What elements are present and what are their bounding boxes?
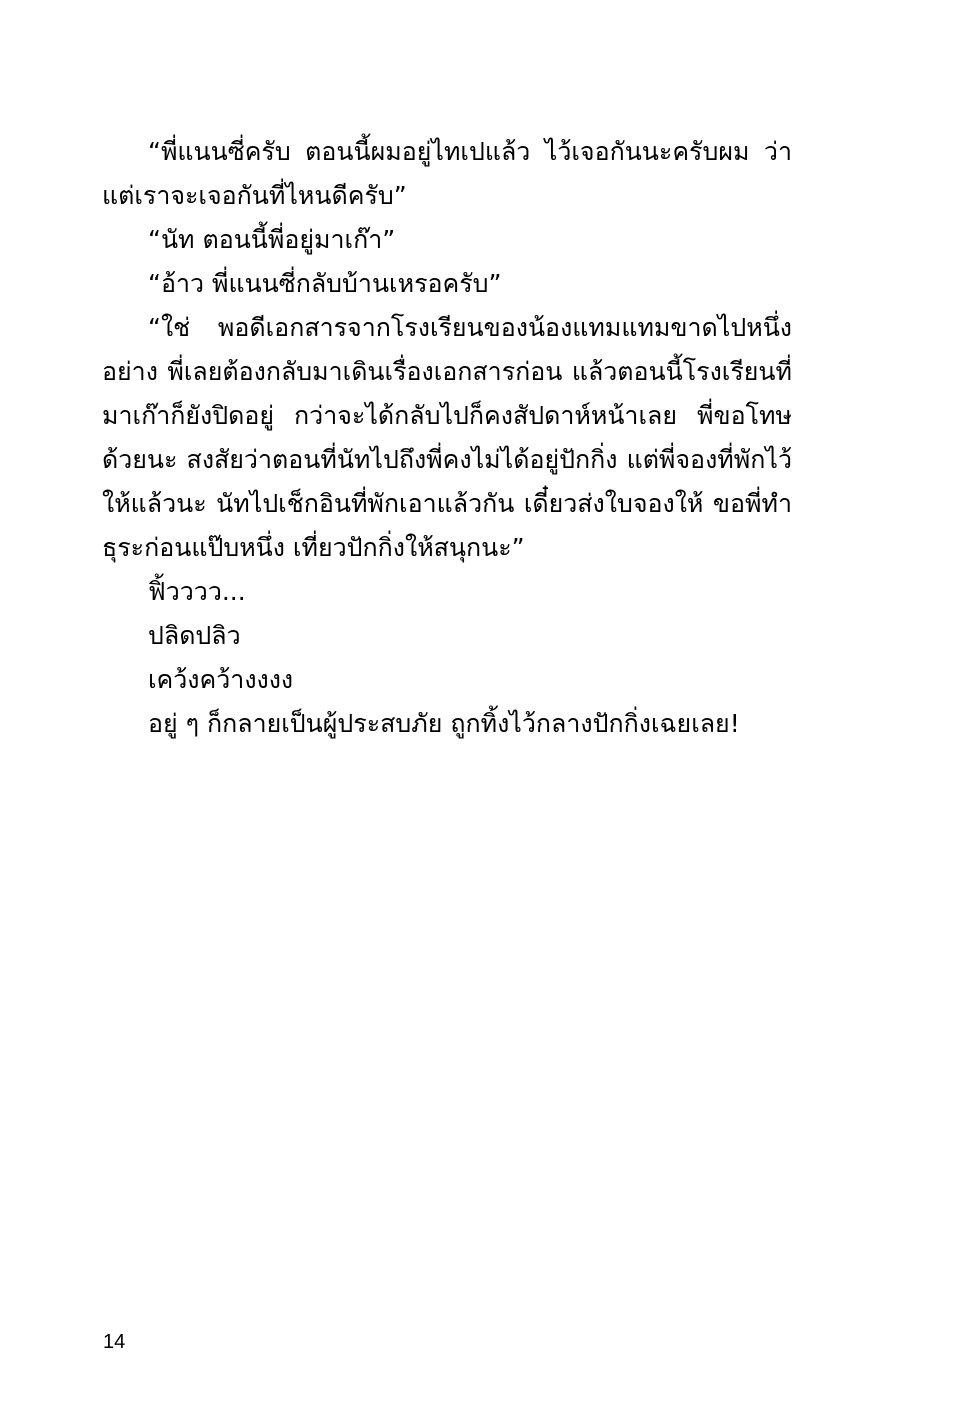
paragraph: “ใช่ พอดีเอกสารจากโรงเรียนของน้องแทมแทมขาดไปหนึ่งอย่าง พี่เลยต้องกลับมาเดินเรื่องเอกสารก่อน แล้วตอนนี้โรงเรียนที่มาเก๊าก็ยังปิดอยู่ กว่าจะได้กลับไปก็คงสัปดาห์หน้าเลย พี่ขอโทษด้วยนะ สงสัยว่าตอนที่นัทไปถึงพี่คงไม่ได้อยู่ปักกิ่ง แต่พี่จองที่พักไว้ให้แล้วนะ นัทไปเช็กอินที่พักเอาแล้วกัน เดี๋ยวส่งใบจองให้ ขอพี่ทำธุระก่อนแป๊บหนึ่ง เที่ยวปักกิ่งให้สนุกนะ” xyxy=(102,313,792,562)
paragraph: “อ้าว พี่แนนซี่กลับบ้านเหรอครับ” xyxy=(148,269,502,298)
body-text xyxy=(102,130,792,746)
paragraph: ฟิ้วววว... xyxy=(148,577,246,606)
paragraph: อยู่ ๆ ก็กลายเป็นผู้ประสบภัย ถูกทิ้งไว้กลางปักกิ่งเฉยเลย! xyxy=(148,709,740,738)
paragraph: “นัท ตอนนี้พี่อยู่มาเก๊า” xyxy=(148,225,396,254)
paragraph: “พี่แนนซี่ครับ ตอนนี้ผมอยู่ไทเปแล้ว ไว้เจอกันนะครับผม ว่าแต่เราจะเจอกันที่ไหนดีครับ” xyxy=(102,137,792,210)
paragraph: เคว้งคว้างงงง xyxy=(148,665,294,694)
page-number: 14 xyxy=(103,1331,126,1353)
paragraph: ปลิดปลิว xyxy=(148,621,241,650)
